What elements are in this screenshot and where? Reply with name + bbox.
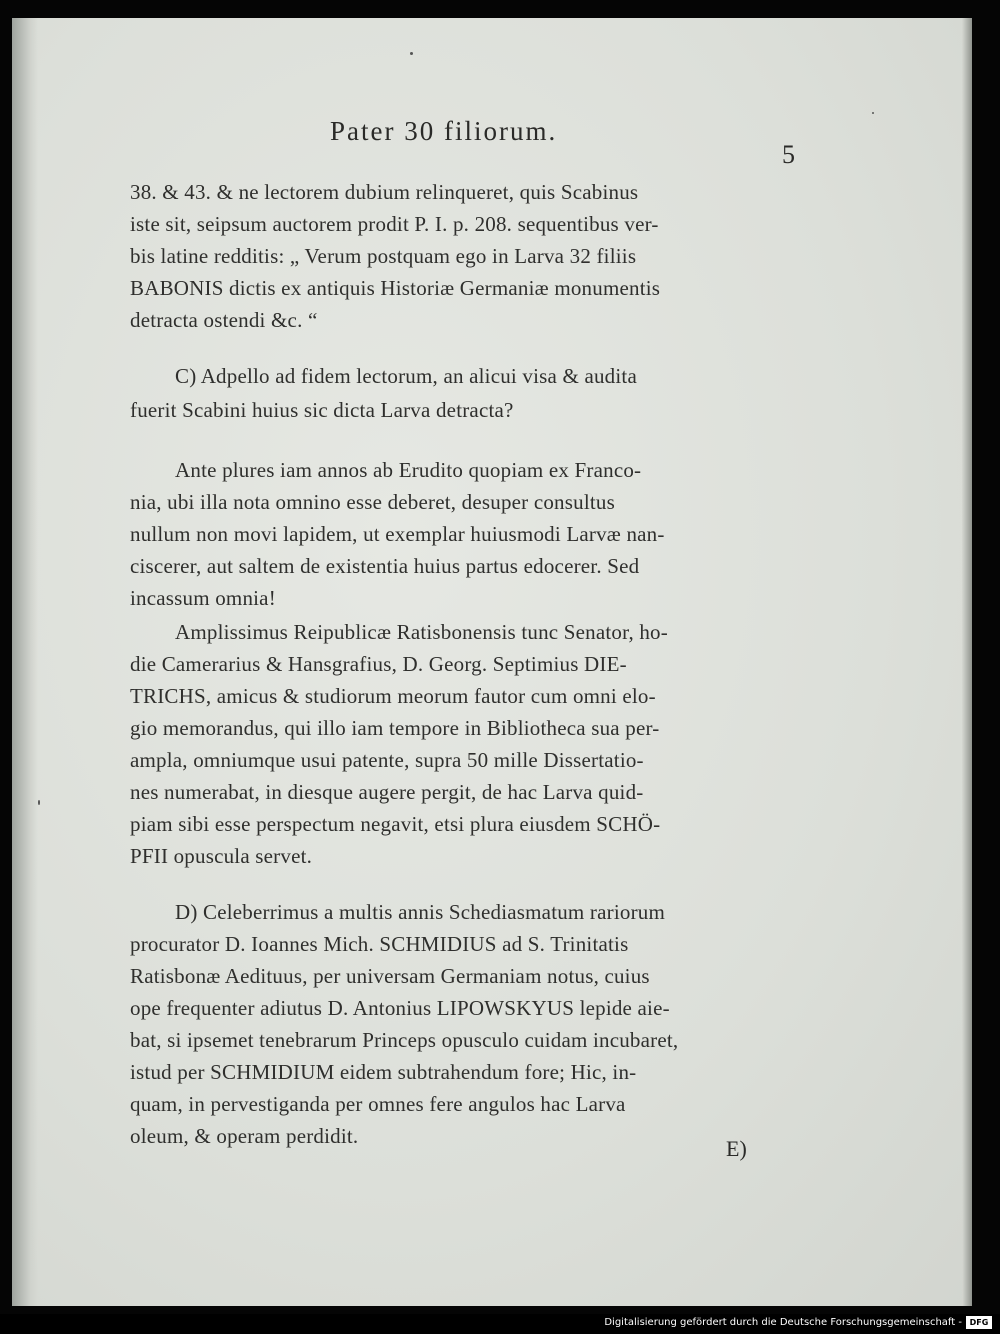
paper-speck — [410, 52, 413, 55]
text-line: quam, in pervestiganda per omnes fere angulos hac Larva — [130, 1092, 626, 1116]
text-line: gio memorandus, qui illo iam tempore in Bibliotheca sua per- — [130, 716, 660, 740]
text-line: C) Adpello ad fidem lectorum, an alicui visa & audita — [175, 364, 637, 388]
text-line: TRICHS, amicus & studiorum meorum fautor cum omni elo- — [130, 684, 656, 708]
text-line: bat, si ipsemet tenebrarum Princeps opusculo cuidam incubaret, — [130, 1028, 679, 1052]
text-line: Ante plures iam annos ab Erudito quopiam ex Franco- — [175, 458, 642, 482]
text-line: bis latine redditis: „ Verum postquam ego in Larva 32 filiis — [130, 244, 637, 268]
text-line: ope frequenter adiutus D. Antonius LIPOWSKYUS lepide aie- — [130, 996, 670, 1020]
text-line: D) Celeberrimus a multis annis Schediasmatum rariorum — [175, 900, 665, 924]
text-line: die Camerarius & Hansgrafius, D. Georg. Septimius DIE- — [130, 652, 627, 676]
text-line: detracta ostendi &c. “ — [130, 308, 318, 332]
text-line: procurator D. Ioannes Mich. SCHMIDIUS ad S. Trinitatis — [130, 932, 629, 956]
text-line: ampla, omniumque usui patente, supra 50 mille Dissertatio- — [130, 748, 644, 772]
text-line: PFII opuscula servet. — [130, 844, 313, 868]
catchword: E) — [726, 1136, 747, 1161]
text-line: 38. & 43. & ne lectorem dubium relinqueret, quis Scabinus — [130, 180, 639, 204]
running-head: Pater 30 filiorum. — [330, 116, 558, 146]
page-gutter — [12, 18, 38, 1306]
text-line: nia, ubi illa nota omnino esse deberet, desuper consultus — [130, 490, 615, 514]
text-line: istud per SCHMIDIUM eidem subtrahendum fore; Hic, in- — [130, 1060, 637, 1084]
text-line: fuerit Scabini huius sic dicta Larva detracta? — [130, 398, 514, 422]
text-line: ciscerer, aut saltem de existentia huius partus edocerer. Sed — [130, 554, 640, 578]
paper-speck — [872, 112, 874, 114]
dfg-logo: DFG — [966, 1316, 992, 1329]
page-edge — [962, 18, 972, 1306]
text-line: iste sit, seipsum auctorem prodit P. I. p. 208. sequentibus ver- — [130, 212, 659, 236]
text-line: incassum omnia! — [130, 586, 276, 610]
text-line: oleum, & operam perdidit. — [130, 1124, 359, 1148]
text-line: BABONIS dictis ex antiquis Historiæ Germaniæ monumentis — [130, 276, 661, 300]
text-line: piam sibi esse perspectum negavit, etsi plura eiusdem SCHÖ- — [130, 812, 661, 836]
page-number: 5 — [782, 140, 795, 169]
text-line: nullum non movi lapidem, ut exemplar huiusmodi Larvæ nan- — [130, 522, 665, 546]
text-line: Amplissimus Reipublicæ Ratisbonensis tunc Senator, ho- — [175, 620, 668, 644]
paper-speck — [38, 800, 40, 805]
text-line: nes numerabat, in diesque augere pergit, de hac Larva quid- — [130, 780, 644, 804]
text-line: Ratisbonæ Aedituus, per universam Germaniam notus, cuius — [130, 964, 650, 988]
digitization-credit: Digitalisierung gefördert durch die Deutsche Forschungsgemeinschaft - — [604, 1317, 962, 1328]
